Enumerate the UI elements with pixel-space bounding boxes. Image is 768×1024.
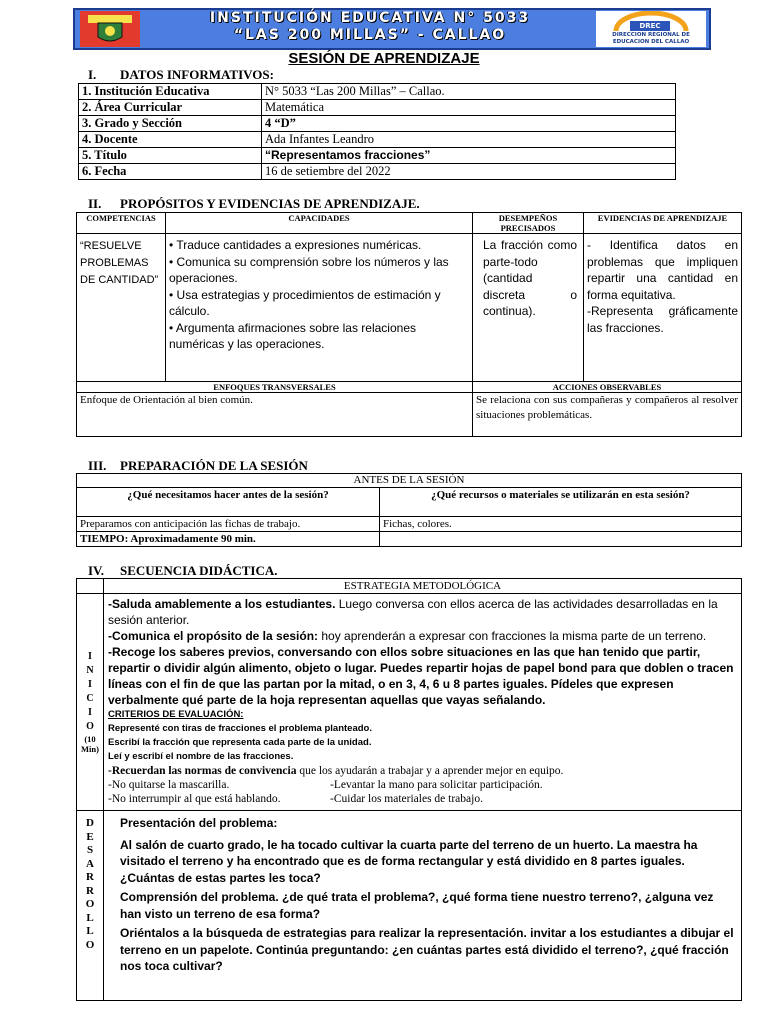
datos-label: 4. Docente (79, 132, 262, 148)
desempeno-cell: La fracción como parte-todo (cantidad discreta o continua). (473, 234, 584, 382)
accion-cell: Se relaciona con sus compañeras y compañeros al resolver situaciones problemáticas. (473, 393, 742, 437)
inicio-letter: O (86, 721, 94, 732)
section-2-title: PROPÓSITOS Y EVIDENCIAS DE APRENDIZAJE. (120, 196, 420, 211)
header-line-1: INSTITUCIÓN EDUCATIVA N° 5033 (209, 10, 531, 26)
datos-value: “Representamos fracciones” (262, 148, 676, 164)
inicio-time: (10 (84, 734, 96, 744)
header-capacidades: CAPACIDADES (166, 213, 473, 234)
para-text: conversando con ellos sobre situaciones en las que han tenido que partir, repartir o dividir algún alimento, objeto o lugar. Puedes repartir hojas de papel bond para que doblen o tracen líneas con el fin de que las partan por la mitad, o en 3, 4, 6 u 8 partes iguales. Pídeles que expresen verbalmente qué parte de la hoja representan aquellas que vayas señalando. (108, 645, 734, 707)
criterios-title: CRITERIOS DE EVALUACIÓN: (108, 709, 244, 720)
tiempo-cell: TIEMPO: Aproximadamente 90 min. (77, 532, 380, 547)
table-header-row (77, 474, 742, 488)
datos-value: 16 de setiembre del 2022 (262, 164, 676, 180)
empty-cell (77, 579, 104, 594)
capacidad-item: • Usa estrategias y procedimientos de estimación y cálculo. (169, 287, 441, 318)
inicio-paragraph (108, 644, 735, 708)
header-desempenos: DESEMPEÑOS PRECISADOS (473, 213, 584, 234)
normas-line (108, 764, 735, 778)
evidencias-cell (584, 234, 742, 382)
table-row (77, 517, 742, 532)
problema-text: Al salón de cuarto grado, le ha tocado cultivar la cuarta parte del terreno de un huerto. La maestra ha visitado el terreno y ha encontrado que es de forma rectangular y está dividido en 8 partes iguales. ¿Cuántas de estas partes les toca? (120, 837, 698, 885)
table-row (79, 164, 676, 180)
inicio-letter: I (88, 651, 92, 662)
table-header-row (77, 488, 742, 517)
normas-row (108, 792, 735, 806)
antes-header: ANTES DE LA SESIÓN (77, 474, 742, 488)
desarrollo-letter: S (86, 844, 94, 856)
norma-item: -Cuidar los materiales de trabajo. (330, 793, 483, 805)
secuencia-table (76, 578, 742, 1001)
table-row (79, 84, 676, 100)
desarrollo-label (77, 811, 104, 1001)
normas-bold: -Recuerdan las normas de convivencia (108, 765, 297, 777)
inicio-letter: I (88, 679, 92, 690)
criterio-item: Escribí la fracción que representa cada parte de la unidad. (108, 737, 372, 748)
para-text: hoy aprenderán a expresar con fracciones la misma parte de un terreno. (318, 629, 707, 643)
desarrollo-letter: E (86, 830, 94, 843)
table-header-row (77, 213, 742, 234)
capacidad-item: • Argumenta afirmaciones sobre las relaciones numéricas y las operaciones. (169, 320, 416, 351)
drec-caption-2: EDUCACION DEL CALLAO (612, 39, 690, 45)
desarrollo-letter: O (85, 898, 95, 910)
capacidad-item: • Traduce cantidades a expresiones numéricas. (169, 238, 422, 252)
header-competencias: COMPETENCIAS (77, 213, 166, 234)
capacidad-item: • Comunica su comprensión sobre los números y las operaciones. (169, 254, 449, 285)
inicio-letter: C (86, 693, 94, 704)
desarrollo-row (77, 811, 742, 1001)
desarrollo-letter: L (86, 925, 94, 937)
school-shield-logo (80, 11, 140, 47)
section-4-title: SECUENCIA DIDÁCTICA. (120, 563, 278, 578)
table-row (79, 132, 676, 148)
para-bold: -Comunica el propósito de la sesión: (108, 629, 319, 643)
para-bold: -Recoge los saberes previos, (108, 645, 275, 659)
datos-value: Ada Infantes Leandro (262, 132, 676, 148)
datos-label: 6. Fecha (79, 164, 262, 180)
evidencia-item: - Identifica datos en problemas que impliquen repartir una cantidad en forma equitativa. (587, 238, 738, 302)
section-2-heading (88, 196, 420, 212)
empty-cell (380, 532, 742, 547)
datos-label: 3. Grado y Sección (79, 116, 262, 132)
section-3-heading (88, 458, 308, 474)
preparacion-table (76, 473, 742, 547)
inicio-paragraph (108, 628, 735, 644)
section-1-title: DATOS INFORMATIVOS: (120, 67, 274, 82)
inicio-time-unit: Min) (81, 744, 99, 754)
table-header-row (77, 382, 742, 393)
inicio-label (77, 594, 104, 811)
inicio-letter: N (86, 665, 94, 676)
answer-1: Preparamos con anticipación las fichas de trabajo. (77, 517, 380, 532)
table-row (79, 148, 676, 164)
section-2-number: II. (88, 196, 102, 211)
desarrollo-title: Presentación del problema: (120, 816, 278, 830)
section-3-number: III. (88, 458, 107, 473)
criterio-item: Leí y escribí el nombre de las fracciones. (108, 751, 294, 762)
drec-logo-text: DREC (639, 22, 661, 30)
competencia-cell: “RESUELVE PROBLEMAS DE CANTIDAD” (77, 234, 166, 382)
norma-item: -Levantar la mano para solicitar participación. (330, 779, 543, 791)
datos-value: Matemática (262, 100, 676, 116)
norma-item: -No quitarse la mascarilla. (108, 779, 230, 791)
section-1-number: I. (88, 67, 97, 82)
desarrollo-letter: L (86, 911, 94, 924)
section-4-number: IV. (88, 563, 105, 578)
estrategias-text: Oriéntalos a la búsqueda de estrategias para realizar la representación. invitar a los estudiantes a dibujar el terreno en un papelote. Continúa preguntando: ¿en cuántas partes está dividido el terreno?, ¿qué fracción nos toca cultivar? (120, 926, 734, 973)
datos-value: N° 5033 “Las 200 Millas” – Callao. (262, 84, 676, 100)
capacidades-cell (166, 234, 473, 382)
question-2: ¿Qué recursos o materiales se utilizarán en esta sesión? (380, 488, 742, 517)
datos-label: 1. Institución Educativa (79, 84, 262, 100)
desarrollo-letter: D (86, 817, 94, 829)
table-row (77, 393, 742, 437)
header-acciones: ACCIONES OBSERVABLES (473, 382, 742, 393)
table-row (77, 532, 742, 547)
inicio-content (104, 594, 742, 811)
header-evidencias: EVIDENCIAS DE APRENDIZAJE (584, 213, 742, 234)
drec-logo (596, 11, 706, 47)
enfoque-cell: Enfoque de Orientación al bien común. (77, 393, 473, 437)
question-1: ¿Qué necesitamos hacer antes de la sesión? (77, 488, 380, 517)
desarrollo-letter: R (86, 884, 94, 897)
header-enfoques: ENFOQUES TRANSVERSALES (77, 382, 473, 393)
comprension-text: Comprensión del problema. ¿de qué trata el problema?, ¿qué forma tiene nuestro terreno?, ¿alguna vez han visto un terreno de esa forma? (120, 890, 714, 921)
normas-text: que los ayudarán a trabajar y a aprender mejor en equipo. (296, 765, 564, 777)
norma-item: -No interrumpir al que está hablando. (108, 793, 281, 805)
datos-value: 4 “D” (262, 116, 676, 132)
para-text: Luego conversa con ellos acerca de las actividades desarrolladas en la sesión anterior. (108, 597, 718, 627)
section-3-title: PREPARACIÓN DE LA SESIÓN (120, 458, 308, 473)
drec-caption-1: DIRECCION REGIONAL DE (612, 32, 690, 38)
desarrollo-letter: O (85, 938, 95, 951)
desarrollo-letter: R (86, 871, 94, 883)
inicio-paragraph (108, 596, 735, 628)
criterio-item: Representé con tiras de fracciones el problema planteado. (108, 723, 372, 734)
table-header-row (77, 579, 742, 594)
propositos-table (76, 212, 742, 437)
table-row (77, 234, 742, 382)
table-row (79, 100, 676, 116)
inicio-row (77, 594, 742, 811)
section-4-heading (88, 563, 277, 579)
datos-label: 5. Título (79, 148, 262, 164)
answer-2: Fichas, colores. (380, 517, 742, 532)
evidencia-item: -Representa gráficamente las fracciones. (587, 304, 738, 335)
estrategia-header: ESTRATEGIA METODOLÓGICA (104, 579, 742, 594)
datos-label: 2. Área Curricular (79, 100, 262, 116)
header-line-2: “LAS 200 MILLAS” - CALLAO (233, 27, 507, 43)
desarrollo-content (104, 811, 742, 1001)
para-bold: -Saluda amablemente a los estudiantes. (108, 597, 336, 611)
desarrollo-letter: A (86, 857, 94, 870)
inicio-letter: I (88, 707, 92, 718)
section-1-heading (88, 67, 274, 83)
normas-row (108, 778, 735, 792)
datos-table (78, 83, 676, 180)
table-row (79, 116, 676, 132)
page-title: SESIÓN DE APRENDIZAJE (288, 50, 480, 67)
